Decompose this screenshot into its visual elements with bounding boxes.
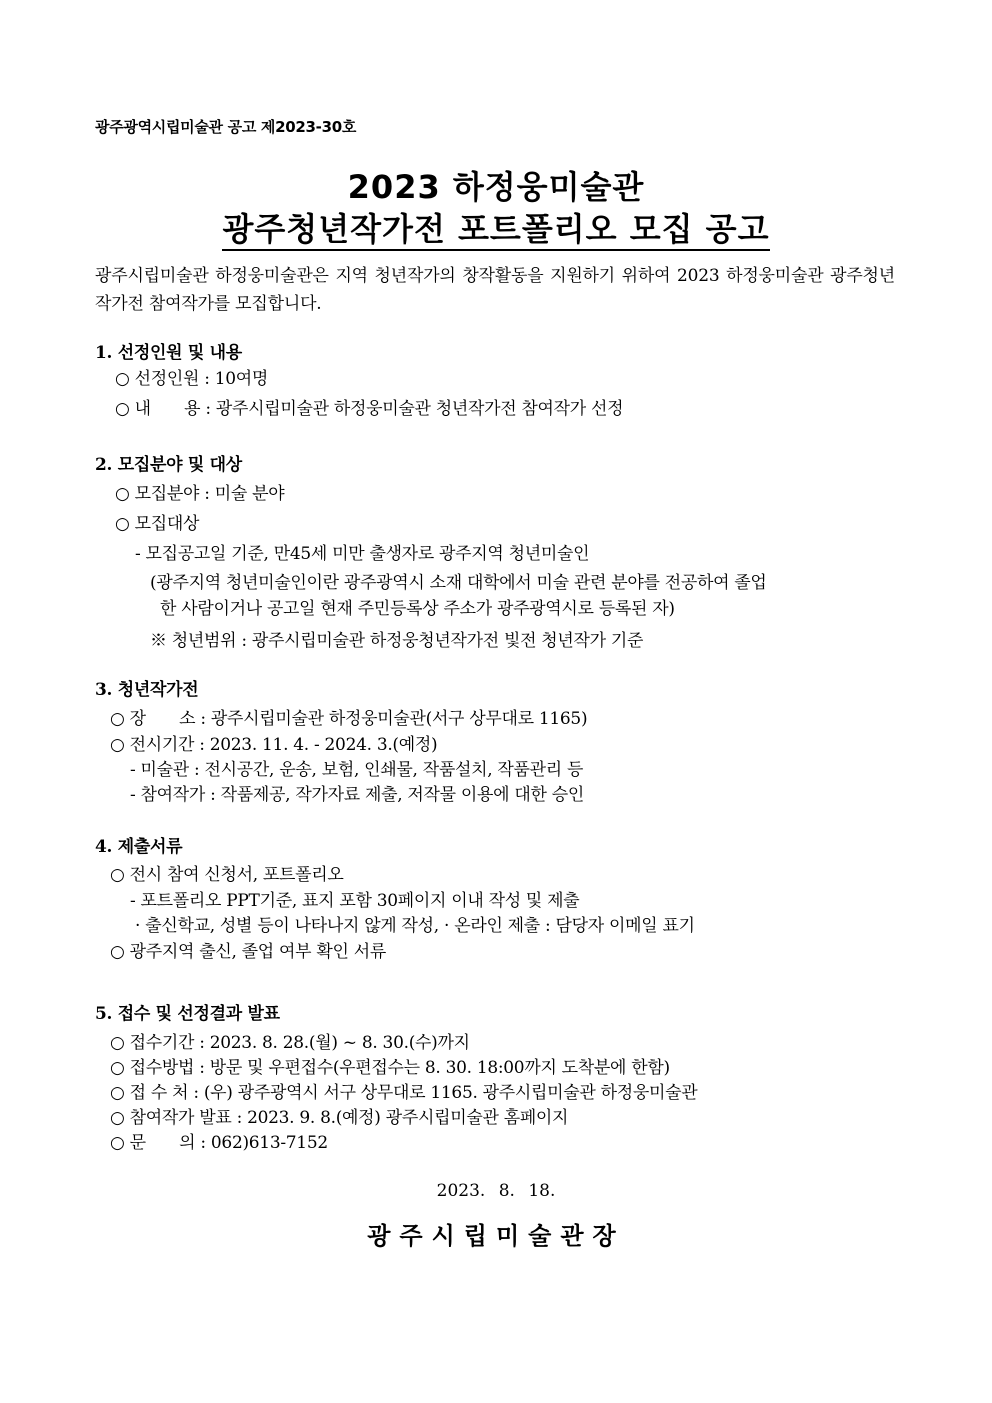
section-2-line-3: - 모집공고일 기준, 만45세 미만 출생자로 광주지역 청년미술인 (135, 544, 590, 564)
title-line-2-text: 광주청년작가전 포트폴리오 모집 공고 (222, 210, 769, 251)
section-5-line-3: ○ 접 수 처 : (우) 광주광역시 서구 상무대로 1165. 광주시립미술관 하정웅미술관 (110, 1083, 698, 1103)
section-3-heading: 3. 청년작가전 (95, 680, 199, 700)
section-5-line-2: ○ 접수방법 : 방문 및 우편접수(우편접수는 8. 30. 18:00까지 도착분에 한함) (110, 1058, 670, 1078)
section-4-heading: 4. 제출서류 (95, 837, 183, 857)
section-4-line-4: ○ 광주지역 출신, 졸업 여부 확인 서류 (110, 942, 386, 962)
notice-number: 광주광역시립미술관 공고 제2023-30호 (95, 118, 357, 136)
section-3-line-3: - 미술관 : 전시공간, 운송, 보험, 인쇄물, 작품설치, 작품관리 등 (130, 760, 584, 780)
title-line-2 (0, 204, 992, 250)
issue-date: 2023. 8. 18. (436, 1181, 556, 1201)
section-2-line-5: 한 사람이거나 공고일 현재 주민등록상 주소가 광주광역시로 등록된 자) (160, 599, 675, 619)
section-5-line-1: ○ 접수기간 : 2023. 8. 28.(월) ~ 8. 30.(수)까지 (110, 1033, 470, 1053)
section-5-heading: 5. 접수 및 선정결과 발표 (95, 1004, 280, 1024)
section-3-line-1: ○ 장 소 : 광주시립미술관 하정웅미술관(서구 상무대로 1165) (110, 709, 588, 729)
section-2-line-2: ○ 모집대상 (115, 514, 200, 534)
section-2-line-6: ※ 청년범위 : 광주시립미술관 하정웅청년작가전 빛전 청년작가 기준 (150, 631, 644, 651)
section-4-line-1: ○ 전시 참여 신청서, 포트폴리오 (110, 865, 344, 885)
issuer-name: 광주시립미술관장 (367, 1221, 625, 1250)
section-5-line-5: ○ 문 의 : 062)613-7152 (110, 1133, 328, 1153)
section-1-line-1: ○ 선정인원 : 10여명 (115, 369, 269, 389)
title-line-1: 2023 하정웅미술관 (347, 168, 645, 206)
section-2-line-4: (광주지역 청년미술인이란 광주광역시 소재 대학에서 미술 관련 분야를 전공하여 졸업 (150, 573, 767, 593)
section-3-line-4: - 참여작가 : 작품제공, 작가자료 제출, 저작물 이용에 대한 승인 (130, 785, 584, 805)
intro-paragraph: 광주시립미술관 하정웅미술관은 지역 청년작가의 창작활동을 지원하기 위하여 2023 하정웅미술관 광주청년작가전 참여작가를 모집합니다. (95, 266, 895, 314)
section-2-heading: 2. 모집분야 및 대상 (95, 455, 242, 475)
section-3-line-2: ○ 전시기간 : 2023. 11. 4. - 2024. 3.(예정) (110, 735, 438, 755)
section-1-heading: 1. 선정인원 및 내용 (95, 343, 242, 363)
section-4-line-2: - 포트폴리오 PPT기준, 표지 포함 30페이지 이내 작성 및 제출 (130, 891, 580, 911)
section-2-line-1: ○ 모집분야 : 미술 분야 (115, 484, 285, 504)
section-1-line-2: ○ 내 용 : 광주시립미술관 하정웅미술관 청년작가전 참여작가 선정 (115, 399, 624, 419)
section-5-line-4: ○ 참여작가 발표 : 2023. 9. 8.(예정) 광주시립미술관 홈페이지 (110, 1108, 569, 1128)
section-4-line-3: · 출신학교, 성별 등이 나타나지 않게 작성, · 온라인 제출 : 담당자 이메일 표기 (135, 916, 695, 936)
